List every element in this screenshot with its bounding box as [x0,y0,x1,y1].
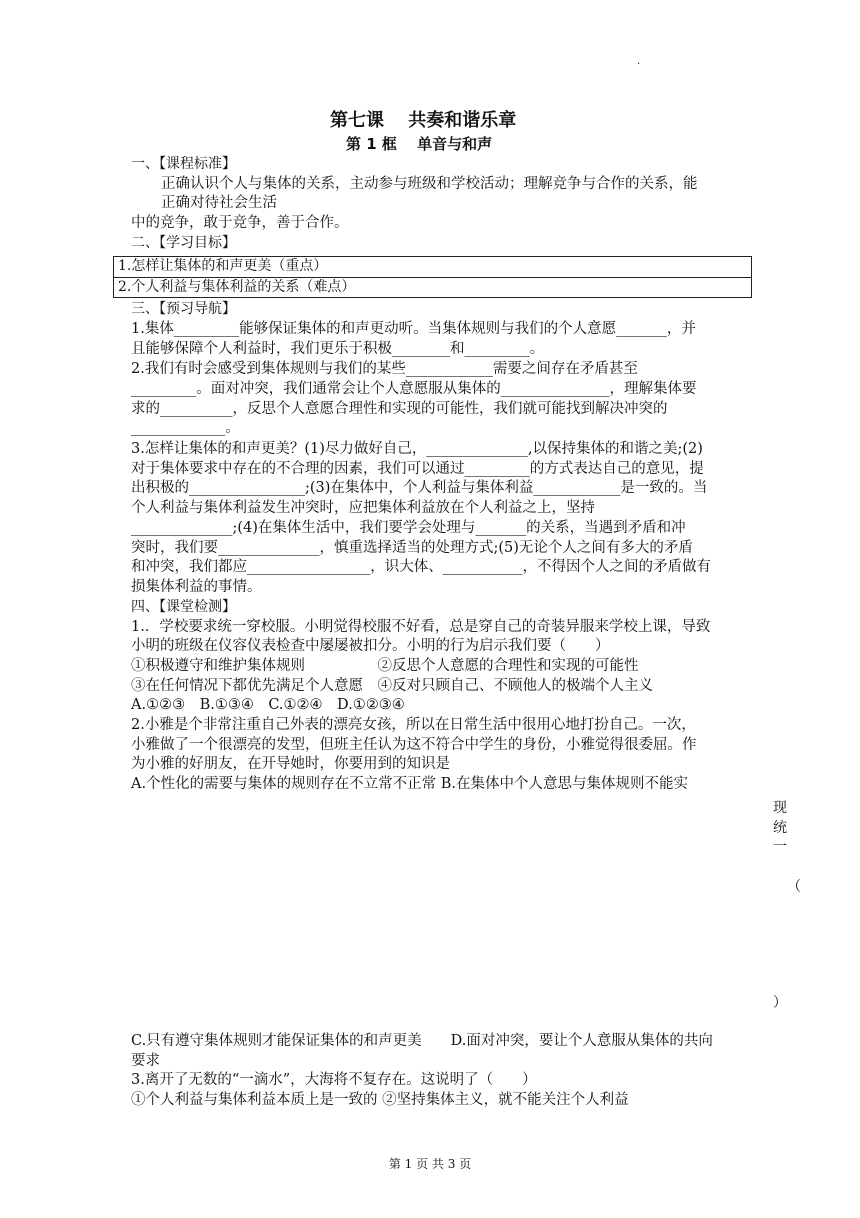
question-line: 小明的班级在仪容仪表检查中屡屡被扣分。小明的行为启示我们要（ ） [131,638,610,654]
overflow-char: 一 [773,839,787,855]
question-line: 小雅做了一个很漂亮的发型，但班主任认为这不符合中学生的身份，小雅觉得很委屈。作 [131,737,697,753]
question-option: ③在任何情况下都优先满足个人意愿 ④反对只顾自己、不顾他人的极端个人主义 [131,678,653,694]
question-line: 为小雅的好朋友，在开导她时，你要用到的知识是 [131,756,450,772]
paragraph-line: 2.我们有时会感受到集体规则与我们的某些____________需要之间存在矛盾甚至 [131,361,638,377]
section-heading-standards: 一、【课程标准】 [131,156,236,172]
page-footer: 第 1 页 共 3 页 [388,1157,472,1171]
section-heading-goals: 二、【学习目标】 [131,235,236,251]
goals-table [113,256,752,298]
goal-row: 1.怎样让集体的和声更美（重点） [118,258,328,274]
paragraph-line: 3.怎样让集体的和声更美？(1)尽力做好自己，______________,以保持集体的和谐之美;(2) [131,441,703,457]
paragraph-line: 且能够保障个人利益时，我们更乐于积极________和_________。 [131,341,545,357]
question-line: 1.．学校要求统一穿校服。小明觉得校服不好看，总是穿自己的奇装异服来学校上课，导致 [131,619,711,635]
paragraph-line: 和冲突，我们都应_________________，识大体、___________，不得因个人之间的矛盾做有 [131,559,711,575]
paragraph-line: _________。面对冲突，我们通常会让个人意愿服从集体的_______________，理解集体要 [131,381,697,397]
overflow-char: 统 [773,820,787,836]
question-line: 3.离开了无数的“一滴水”，大海将不复存在。这说明了（ ） [131,1072,537,1088]
header-mark: . [637,56,641,67]
paragraph-line: 损集体利益的事情。 [131,579,262,595]
question-option: A.个性化的需要与集体的规则存在不立常不正常 B.在集体中个人意思与集体规则不能实 [131,776,688,792]
paragraph-line: 求的__________，反思个人意愿合理性和实现的可能性，我们就可能找到解决冲突的 [131,401,668,417]
overflow-char: ） [773,995,787,1011]
goal-row: 2.个人利益与集体利益的关系（难点） [118,279,356,295]
paragraph-line: 出积极的________________;(3)在集体中，个人利益与集体利益____________是一致的。当 [131,480,708,496]
paragraph-line: _____________。 [131,420,240,436]
paragraph-line: ______________;(4)在集体生活中，我们要学会处理与_______的关系，当遇到矛盾和冲 [131,520,686,536]
overflow-char: 现 [773,800,787,816]
paragraph-line: 中的竞争，敢于竞争，善于合作。 [131,215,349,231]
paragraph-line: 1.集体_________能够保证集体的和声更动听。当集体规则与我们的个人意愿_______，并 [131,321,696,337]
lesson-title: 第七课 共奏和谐乐章 [330,110,517,131]
paragraph-line: 个人利益与集体利益发生冲突时，应把集体利益放在个人利益之上，坚持 [131,500,595,516]
question-option: ①个人利益与集体利益本质上是一致的 ②坚持集体主义，就不能关注个人利益 [131,1092,629,1108]
question-option: ①积极遵守和维护集体规则 ②反思个人意愿的合理性和实现的可能性 [131,658,639,674]
overflow-char: （ [787,879,801,895]
paragraph-line: 正确认识个人与集体的关系，主动参与班级和学校活动；理解竞争与合作的关系，能 [161,176,698,192]
section-heading-check: 四、【课堂检测】 [131,599,236,615]
question-line: 2.小雅是个非常注重自己外表的漂亮女孩，所以在日常生活中很用心地打扮自己。一次， [131,717,696,733]
answer-choices: A.①②③ B.①③④ C.①②④ D.①②③④ [131,697,405,713]
section-heading-preview: 三、【预习导航】 [131,301,236,317]
paragraph-line: 突时，我们要______________，慎重选择适当的处理方式;(5)无论个人之间有多大的矛盾 [131,540,693,556]
paragraph-line: 正确对待社会生活 [161,195,277,211]
question-option: C.只有遵守集体规则才能保证集体的和声更美 D.面对冲突，要让个人意服从集体的共向 [131,1033,713,1049]
question-option: 要求 [131,1053,160,1069]
lesson-subtitle: 第 1 框 单音与和声 [346,135,493,153]
paragraph-line: 对于集体要求中存在的不合理的因素，我们可以通过_________的方式表达自己的意见，提 [131,461,704,477]
